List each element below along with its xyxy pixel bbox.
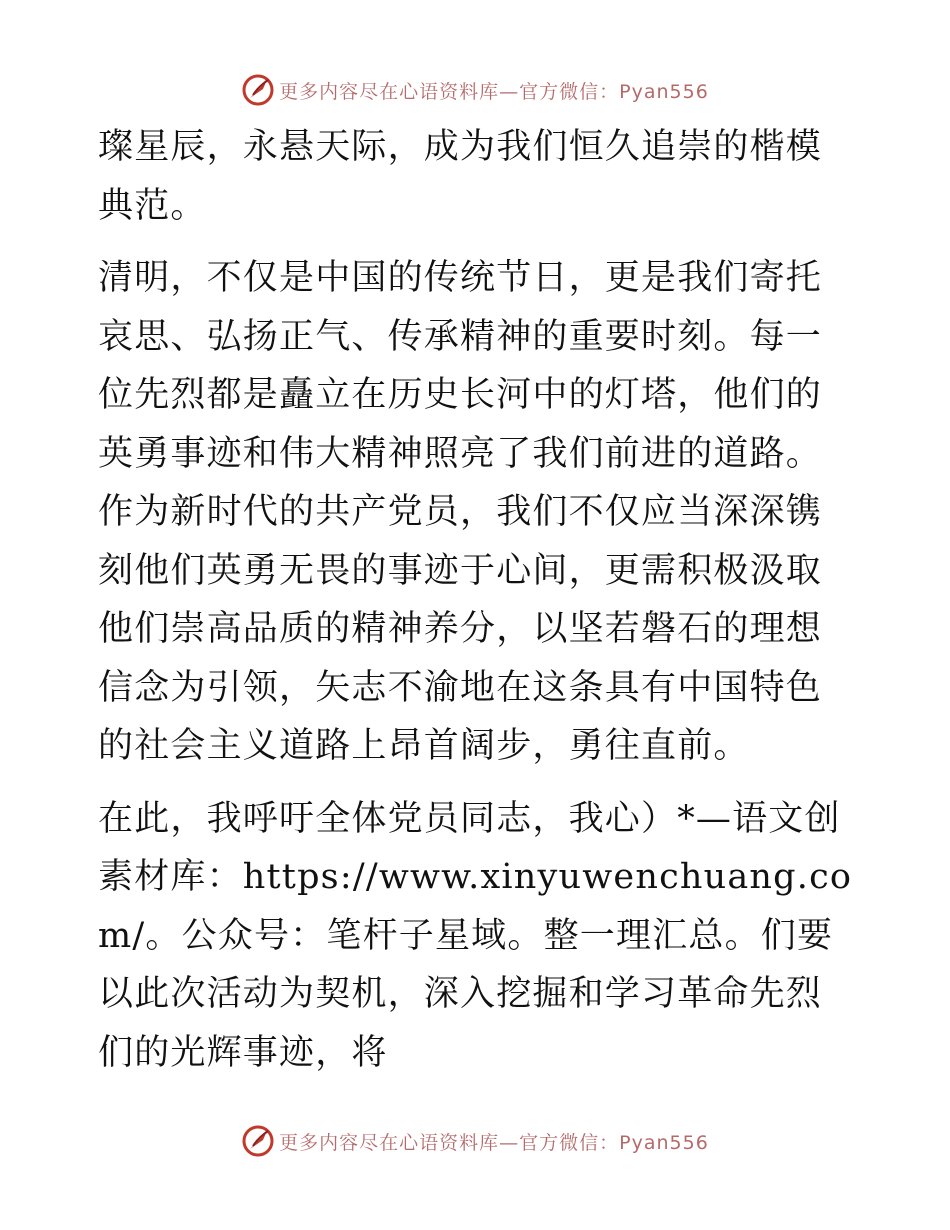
banner-wechat-id: Pyan556	[619, 80, 709, 103]
document-body	[98, 118, 858, 1082]
header-banner	[0, 72, 950, 108]
paragraph-1: 璨星辰，永悬天际，成为我们恒久追崇的楷模典范。	[98, 127, 823, 226]
banner-text	[279, 1128, 709, 1155]
banner-wechat-id: Pyan556	[619, 1131, 709, 1154]
paragraph-3: 在此，我呼吁全体党员同志，我心）*—语文创素材库：https://www.xinyuwenchuang.com/。公众号：笔杆子星域。整一理汇总。们要以此次活动为契机，深入挖掘和学习革命先烈们的光辉事迹，将	[98, 798, 853, 1073]
banner-text-cn: 更多内容尽在心语资料库—官方微信：	[279, 1131, 620, 1154]
banner-text	[279, 77, 709, 104]
quill-logo-icon	[241, 1124, 275, 1158]
paragraph-2: 清明，不仅是中国的传统节日，更是我们寄托哀思、弘扬正气、传承精神的重要时刻。每一位先烈都是矗立在历史长河中的灯塔，他们的英勇事迹和伟大精神照亮了我们前进的道路。作为新时代的共产党员，我们不仅应当深深镌刻他们英勇无畏的事迹于心间，更需积极汲取他们崇高品质的精神养分，以坚若磐石的理想信念为引领，矢志不渝地在这条具有中国特色的社会主义道路上昂首阔步，勇往直前。	[98, 258, 823, 766]
footer-banner	[0, 1123, 950, 1159]
banner-text-cn: 更多内容尽在心语资料库—官方微信：	[279, 80, 620, 103]
quill-logo-icon	[241, 73, 275, 107]
